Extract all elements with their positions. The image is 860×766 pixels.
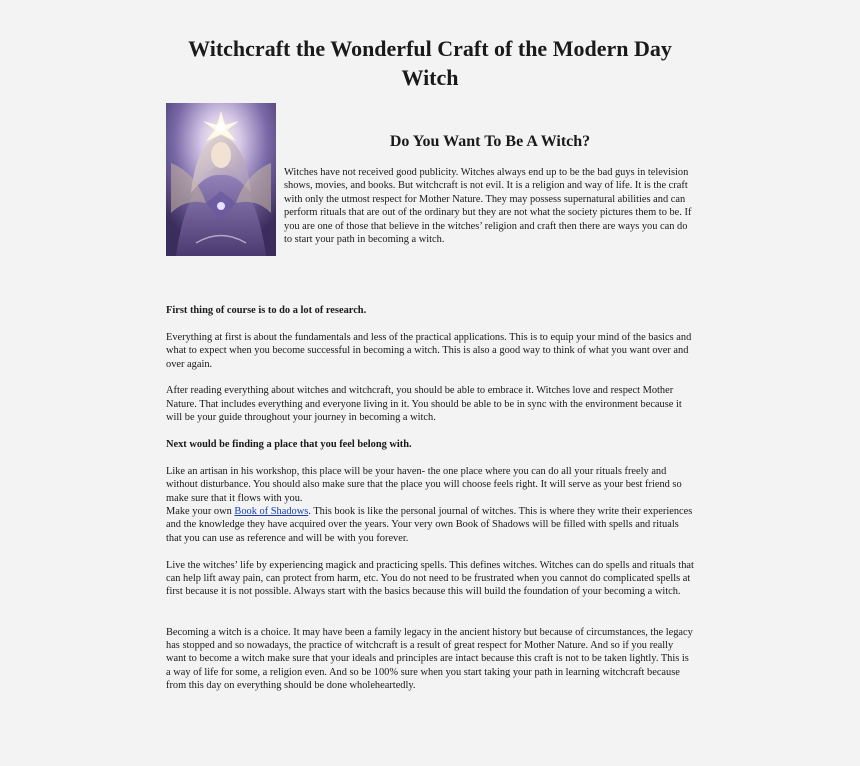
paragraph-text: . This book is like the personal journal of witches. This is where they write their experiences and the knowledge they have acquired over the years. Your very own Book of Shadows will be filled with spells and rituals that you can use as reference and will be with you forever. <box>166 506 693 544</box>
paragraph-text: Make your own <box>166 506 235 518</box>
article-body <box>166 304 696 693</box>
paragraph: After reading everything about witches and witchcraft, you should be able to embrace it. Witches love and respect Mother Nature. That includes everything and everyone living in it. You should be able to be in sync with the environment because it will be your guide throughout your journey in becoming a witch. <box>166 385 682 424</box>
section-heading: Next would be finding a place that you feel belong with. <box>166 439 412 451</box>
book-of-shadows-link[interactable]: Book of Shadows <box>234 506 309 518</box>
intro-paragraph: Witches have not received good publicity. Witches always end up to be the bad guys in television shows, movies, and books. But witchcraft is not evil. It is a religion and way of life. It is the craft with only the utmost respect for Mother Nature. They may possess supernatural abilities and can perform rituals that are out of the ordinary but they are not what the society pictures them to be. If you are one of those that believe in the witches’ religion and craft then there are ways you can do to start your path in becoming a witch. <box>284 167 692 246</box>
paragraph: Everything at first is about the fundamentals and less of the practical applications. This is to equip your mind of the basics and what to expect when you become successful in becoming a witch. This is also a good way to think of what you want over and over again. <box>166 331 692 370</box>
paragraph: Like an artisan in his workshop, this place will be your haven- the one place where you can do all your rituals freely and without disturbance. You should also make sure that the place you will choose feels right. It will serve as your best friend so make sure that it flows with you. <box>166 465 682 504</box>
section-title: Do You Want To Be A Witch? <box>389 133 591 150</box>
page-title: Witchcraft the Wonderful Craft of the Modern Day Witch <box>188 36 672 90</box>
paragraph: Becoming a witch is a choice. It may have been a family legacy in the ancient history but because of circumstances, the legacy has stopped and so nowadays, the practice of witchcraft is a result of great respect for Mother Nature. And so if you really want to become a witch make sure that your ideals and principles are intact because this craft is not to be taken lightly. This is a way of life for some, a religion even. And so be 100% sure when you start taking your path in learning witchcraft because from this day on everything should be done wholeheartedly. <box>166 626 693 692</box>
paragraph <box>166 505 696 545</box>
witch-illustration <box>166 103 276 256</box>
paragraph: Live the witches’ life by experiencing magick and practicing spells. This defines witches. Witches can do spells and rituals that can help lift away pain, can protect from harm, etc. You do not need to be frustrated when you cannot do complicated spells at first because it is not possible. Always start with the basics because this will build the foundation of your becoming a witch. <box>166 559 694 598</box>
section-heading: First thing of course is to do a lot of research. <box>166 305 367 316</box>
